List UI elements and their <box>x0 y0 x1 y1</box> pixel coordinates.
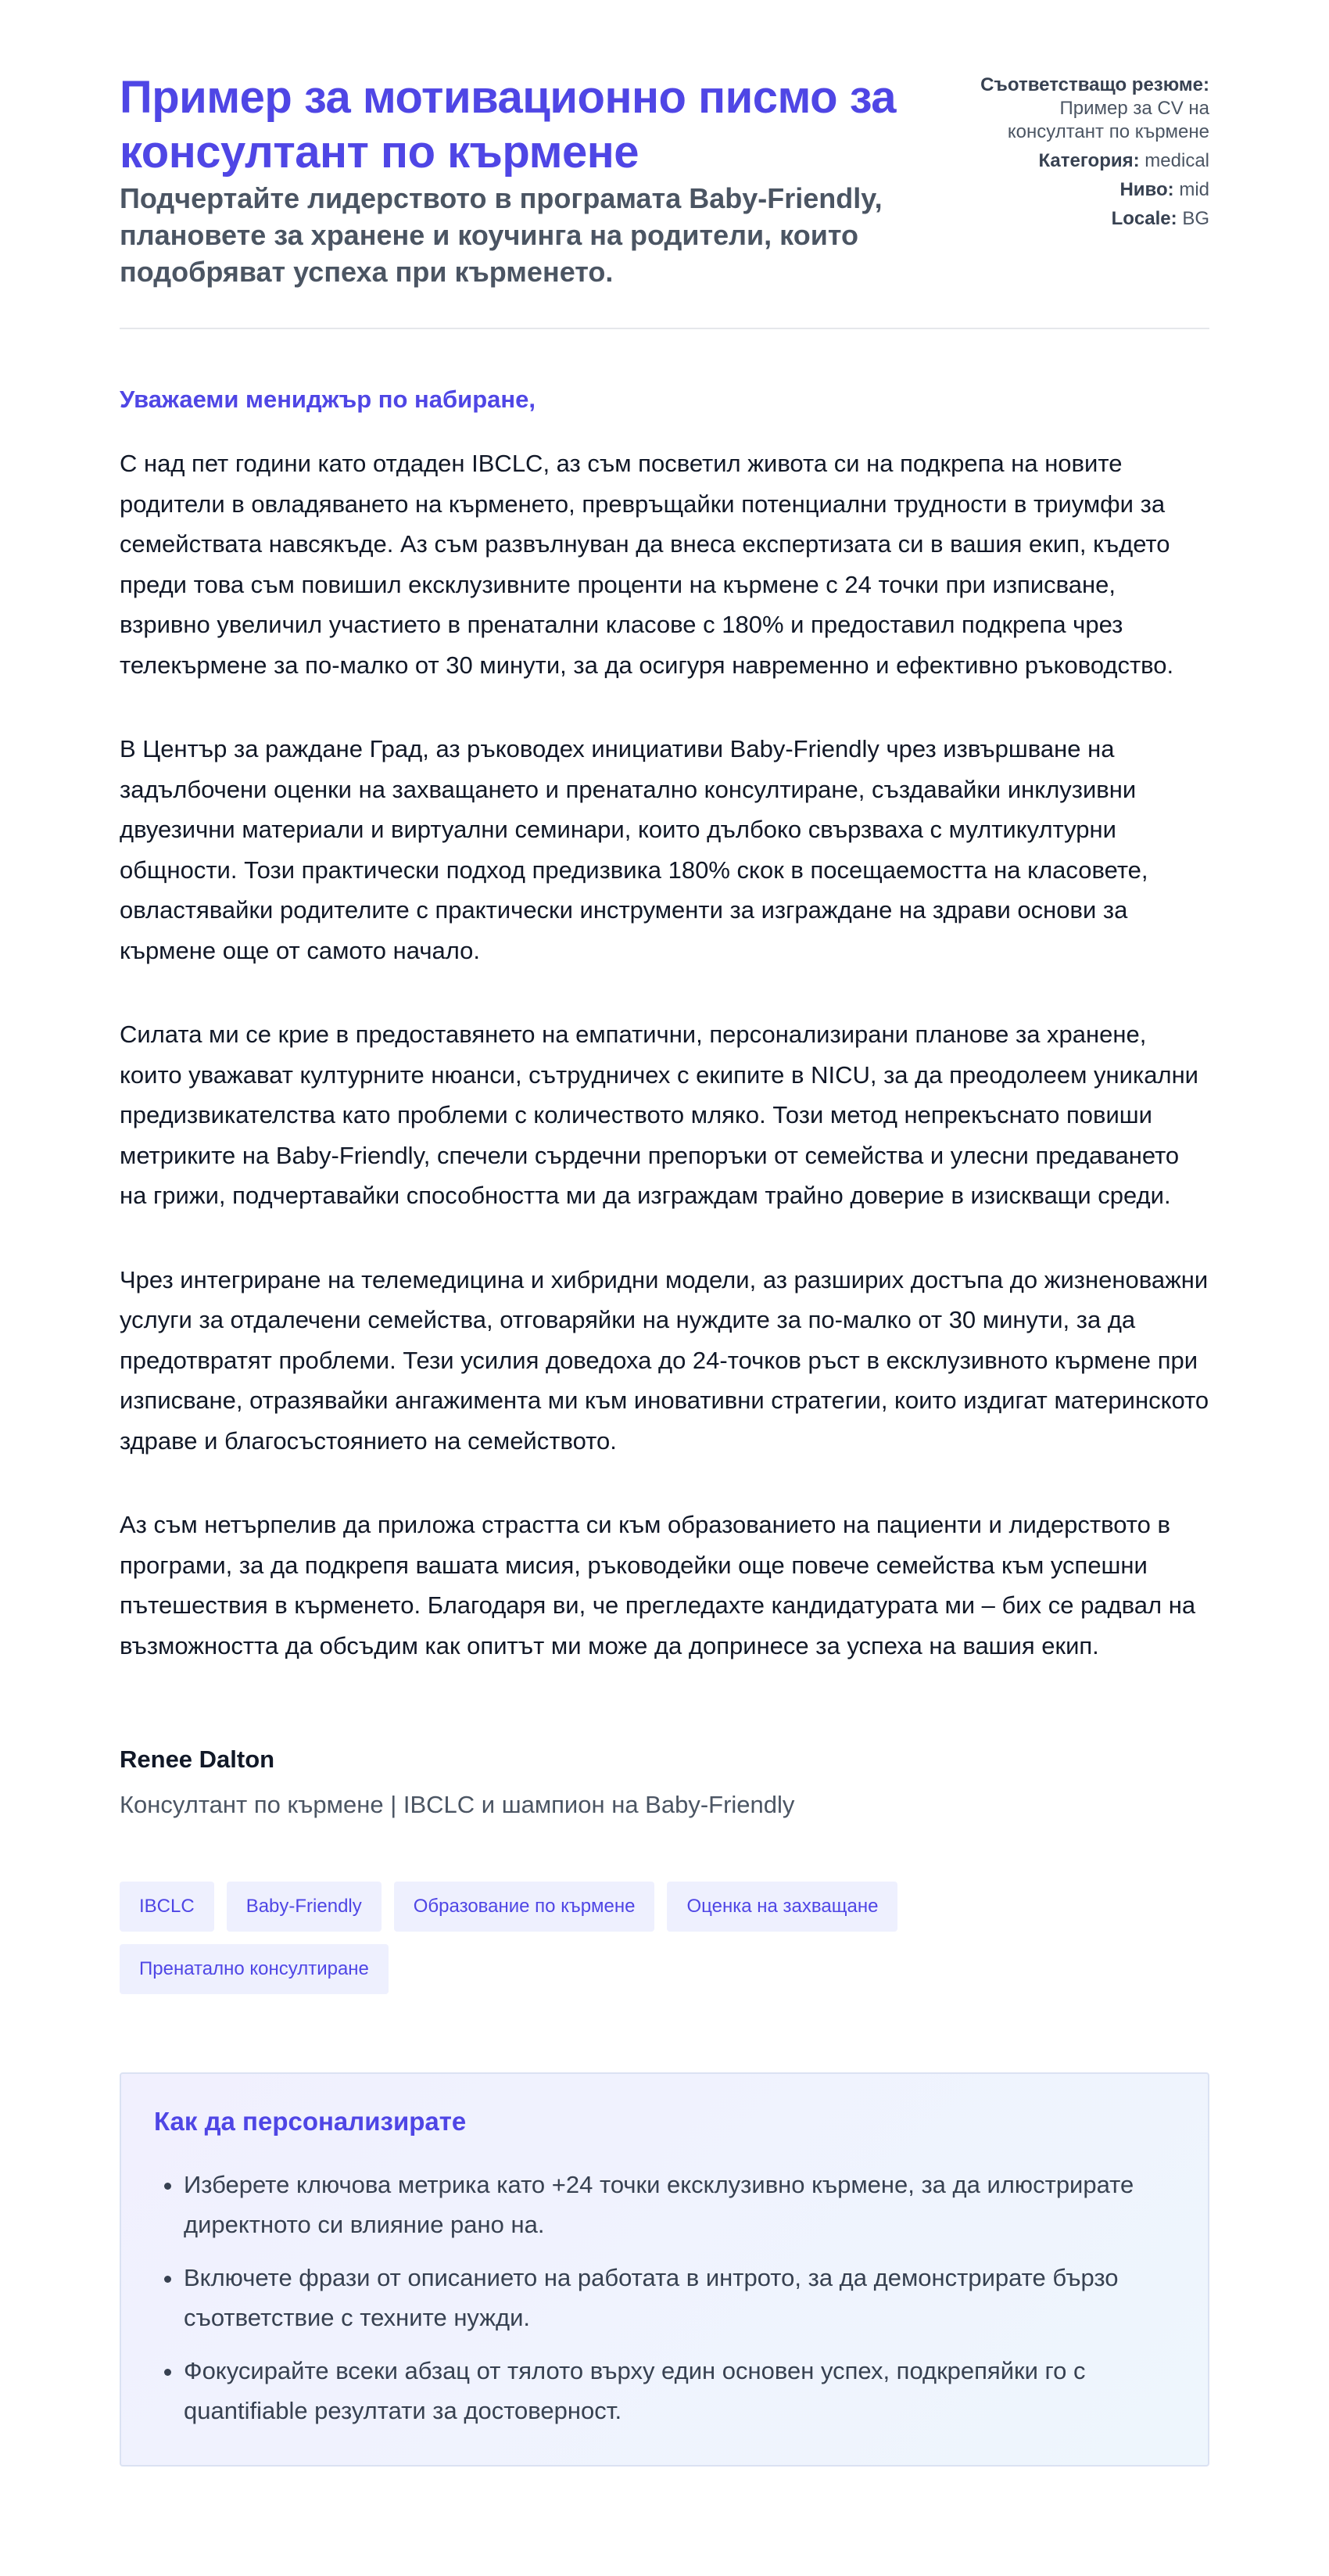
meta-resume-label: Съответстващо резюме: <box>980 74 1209 95</box>
skill-tag: Оценка на захващане <box>667 1882 897 1932</box>
page-subtitle: Подчертайте лидерството в програмата Baby-Friendly, плановете за хранене и коучинга на родители, които подобряват успеха при кърменето. <box>120 182 883 288</box>
tips-title: Как да персонализирате <box>154 2107 467 2136</box>
meta-resume-link-line2[interactable]: консултант по кърмене <box>1007 121 1209 142</box>
letter-paragraph: С над пет години като отдаден IBCLC, аз съм посветил живота си на подкрепа на новите родители в овладяването на кърменето, превръщайки потенциални трудности в триумфи за семействата навсякъде. Аз съм развълнуван да внеса експертизата си в вашия екип, където преди това съм повишил ексклузивните проценти на кърмене с 24 точки при изписване, взривно увеличил участието в пренатални класове с 180% и предоставил подкрепа чрез телекърмене за по-малко от 30 минути, за да осигуря навременно и ефективно ръководство. <box>120 450 1174 679</box>
meta-level-value: mid <box>1179 179 1209 200</box>
meta-panel <box>918 70 1209 236</box>
letter-paragraph: Силата ми се крие в предоставянето на емпатични, персонализирани планове за хранене, които уважават културните нюанси, сътрудничех с екипите в NICU, за да преодолеем уникални предизвикателства като проблеми с количеството мляко. Този метод непрекъснато повиши метриките на Baby-Friendly, спечели сърдечни препоръки от семейства и улесни предаването на грижи, подчертавайки способността ми да изграждам трайно доверие в изискващи среди. <box>120 1021 1198 1209</box>
page-title: Пример за мотивационно писмо за консултант по кърмене <box>120 72 897 178</box>
letter-body <box>120 384 1209 1666</box>
letter-paragraph: В Център за раждане Град, аз ръководех инициативи Baby-Friendly чрез извършване на задълбочени оценки на захващането и пренатално консултиране, създавайки инклузивни двуезични материали и виртуални семинари, които дълбоко свързваха с мултикултурни общности. Този практически подход предизвика 180% скок в посещаемостта на класовете, овластявайки родителите с практически инструменти за изграждане на здрави основи за кърмене още от самото начало. <box>120 735 1148 964</box>
skill-tags <box>120 1882 980 1994</box>
letter-paragraph: Чрез интегриране на телемедицина и хибридни модели, аз разширих достъпа до жизненоважни услуги за отдалечени семейства, отговаряйки на нуждите за по-малко от 30 минути, за да предотвратят проблеми. Тези усилия доведоха до 24-точков ръст в ексклузивното кърмене при изписване, отразявайки ангажимента ми към иновативни стратегии, които издигат материнското здраве и благосъстоянието на семейството. <box>120 1265 1209 1455</box>
header-titles <box>120 70 918 290</box>
page-header <box>120 70 1209 329</box>
meta-resume-link-line1[interactable]: Пример за CV на <box>1059 98 1209 119</box>
tip-item: • Фокусирайте всеки абзац от тялото върху един основен успех, подкрепяйки го с quantifiable резултати за достоверност. <box>184 2351 1175 2431</box>
meta-locale <box>918 207 1209 231</box>
signature-name: Renee Dalton <box>120 1745 275 1773</box>
meta-locale-label: Locale: <box>1111 208 1177 229</box>
skill-tag: Пренатално консултиране <box>120 1944 389 1994</box>
salutation: Уважаеми мениджър по набиране, <box>120 386 536 413</box>
meta-category-value: medical <box>1145 150 1209 171</box>
tip-item: • Включете фрази от описанието на работата в интрото, за да демонстрирате бързо съответствие с техните нужди. <box>184 2258 1175 2337</box>
meta-level <box>918 178 1209 202</box>
letter-paragraph: Аз съм нетърпелив да приложа страстта си към образованието на пациенти и лидерството в програми, за да подкрепя вашата мисия, ръководейки още повече семейства към успешни пътешествия в кърменето. Благодаря ви, че прегледахте кандидатурата ми – бих се радвал на възможността да обсъдим как опитът ми може да допринесе за успеха на вашия екип. <box>120 1511 1196 1659</box>
skill-tag: Baby-Friendly <box>227 1882 382 1932</box>
signature-role: Консултант по кърмене | IBCLC и шампион на Baby-Friendly <box>120 1791 795 1818</box>
tip-item: • Изберете ключова метрика като +24 точки ексклузивно кърмене, за да илюстрирате директното си влияние рано на. <box>184 2165 1175 2244</box>
skill-tag: IBCLC <box>120 1882 214 1932</box>
meta-category-label: Категория: <box>1038 150 1140 171</box>
meta-level-label: Ниво: <box>1119 179 1174 200</box>
personalize-tips-box <box>120 2072 1209 2467</box>
meta-category <box>918 149 1209 173</box>
signature-block <box>120 1744 1209 1821</box>
meta-resume <box>918 74 1209 144</box>
meta-locale-value: BG <box>1182 208 1209 229</box>
tips-list <box>154 2165 1175 2431</box>
skill-tag: Образование по кърмене <box>394 1882 655 1932</box>
